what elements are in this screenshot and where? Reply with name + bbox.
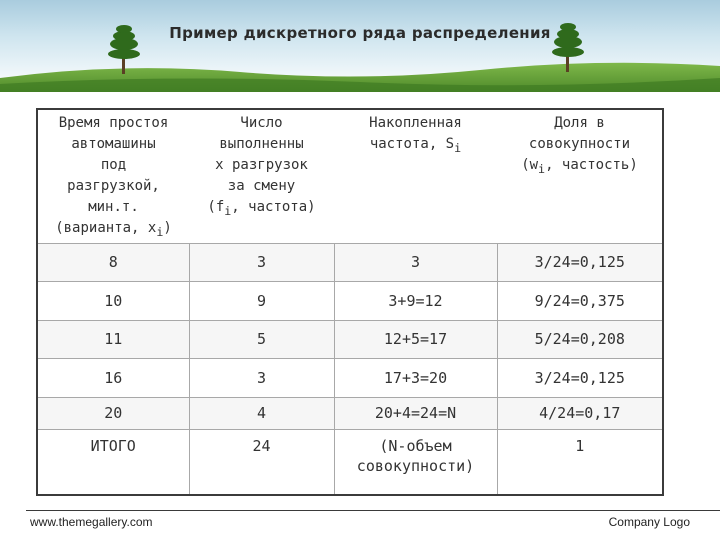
cell-cumulative: 3 (334, 243, 497, 281)
footer-logo-text: Company Logo (608, 515, 690, 529)
cell-share: 3/24=0,125 (497, 243, 663, 281)
header-cumulative: Накопленная частота, $S_i$ (369, 115, 462, 155)
slide-title: Пример дискретного ряда распределения (169, 24, 551, 42)
cell-share: 4/24=0,17 (497, 397, 663, 429)
distribution-table (36, 108, 664, 496)
header-share: Доля в совокупности ($w_i$, частость) (521, 115, 638, 176)
cell-total-note: (N-объем совокупности) (334, 429, 497, 495)
landscape-illustration (0, 0, 720, 92)
table-row (37, 358, 663, 397)
cell-variant: 11 (37, 320, 189, 358)
table-row (37, 243, 663, 281)
cell-cumulative: 17+3=20 (334, 358, 497, 397)
cell-frequency: 9 (189, 281, 334, 320)
cell-frequency: 3 (189, 243, 334, 281)
cell-frequency: 4 (189, 397, 334, 429)
cell-share: 5/24=0,208 (497, 320, 663, 358)
cell-cumulative: 20+4=24=N (334, 397, 497, 429)
cell-cumulative: 12+5=17 (334, 320, 497, 358)
cell-variant: 8 (37, 243, 189, 281)
cell-variant: 20 (37, 397, 189, 429)
cell-total-frequency: 24 (189, 429, 334, 495)
header-frequency: Число выполненны х разгрузок за смену ($f_i$, частота) (207, 115, 316, 218)
cell-total-label: ИТОГО (37, 429, 189, 495)
table-row (37, 320, 663, 358)
cell-cumulative: 3+9=12 (334, 281, 497, 320)
cell-frequency: 5 (189, 320, 334, 358)
table-header-row (37, 109, 663, 243)
footer-divider (26, 510, 720, 511)
cell-share: 3/24=0,125 (497, 358, 663, 397)
header-variant: Время простоя автомашины под разгрузкой, мин.т. (варианта, $x_i$) (55, 115, 172, 239)
header-banner (0, 0, 720, 92)
cell-variant: 16 (37, 358, 189, 397)
cell-variant: 10 (37, 281, 189, 320)
cell-frequency: 3 (189, 358, 334, 397)
table-row (37, 397, 663, 429)
table-row (37, 281, 663, 320)
table-total-row (37, 429, 663, 495)
cell-total-share: 1 (497, 429, 663, 495)
cell-share: 9/24=0,375 (497, 281, 663, 320)
footer-website: www.themegallery.com (30, 515, 153, 529)
